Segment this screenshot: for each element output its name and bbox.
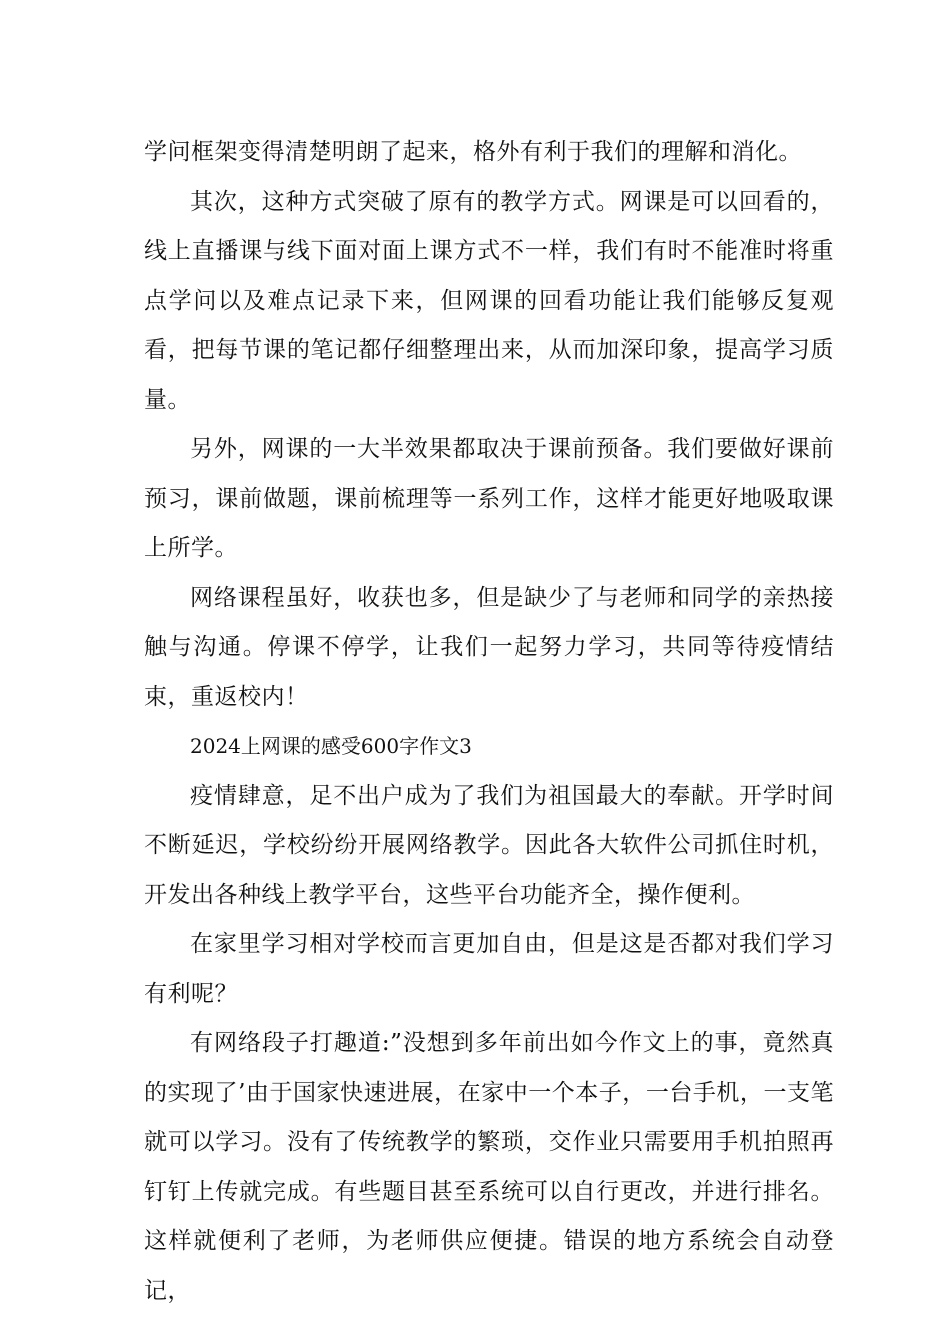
paragraph: 其次，这种方式突破了原有的教学方式。网课是可以回看的，线上直播课与线下面对面上课方式不一样，我们有时不能准时将重点学问以及难点记录下来，但网课的回看功能让我们能够反复观看，把每节课的笔记都仔细整理出来，从而加深印象，提高学习质量。 [144,188,834,413]
paragraph: 有网络段子打趣道:”没想到多年前出如今作文上的事，竟然真的实现了’由于国家快速进展，在家中一个本子，一台手机，一支笔就可以学习。没有了传统教学的繁琐，交作业只需要用手机拍照再钉钉上传就完成。有些题目甚至系统可以自行更改，并进行排名。这样就便利了老师，为老师供应便捷。错误的地方系统会自动登记， [144,1030,834,1304]
paragraph: 疫情肆意，足不出户成为了我们为祖国最大的奉献。开学时间不断延迟，学校纷纷开展网络教学。因此各大软件公司抓住时机，开发出各种线上教学平台，这些平台功能齐全，操作便利。 [144,782,834,908]
document-body [144,128,834,1316]
paragraph-continued: 学问框架变得清楚明朗了起来，格外有利于我们的理解和消化。 [144,139,802,165]
paragraph: 网络课程虽好，收获也多，但是缺少了与老师和同学的亲热接触与沟通。停课不停学，让我们一起努力学习，共同等待疫情结束，重返校内！ [144,584,834,710]
paragraph: 在家里学习相对学校而言更加自由，但是这是否都对我们学习有利呢？ [144,931,834,1007]
section-heading: 2024上网课的感受600字作文3 [190,734,472,758]
paragraph: 另外，网课的一大半效果都取决于课前预备。我们要做好课前预习，课前做题，课前梳理等一系列工作，这样才能更好地吸取课上所学。 [144,436,834,561]
